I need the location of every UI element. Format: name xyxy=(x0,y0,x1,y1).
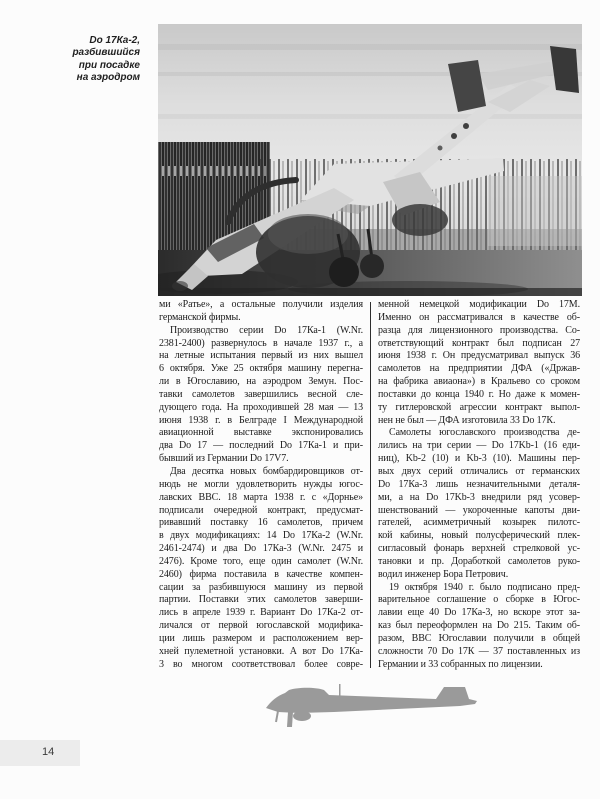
column-divider xyxy=(370,302,371,668)
text-line: июня 1938 г. Он предусматривал выпуск 36 xyxy=(378,350,580,362)
text-line: ми, а на Do 17Kb-3 внедрили ряд усовер- xyxy=(378,491,580,503)
text-line: ми «Ратье», а остальные получили изделия xyxy=(159,299,363,310)
text-line: в двух модификациях: 14 Do 17Ка-2 (W.Nr. xyxy=(159,530,363,542)
text-line: Производство серии Do 17Ка-1 (W.Nr. xyxy=(170,324,363,336)
text-line: лись в апреле 1939 г. Вариант Do 17Ка-2 от- xyxy=(159,607,363,619)
antenna-mast xyxy=(339,684,341,696)
text-line: лавии еще 40 Do 17Ка-3, но вскоре этот за- xyxy=(378,607,580,619)
text-line: Самолеты югославского производства де- xyxy=(389,427,580,439)
aircraft-silhouette xyxy=(264,682,480,732)
text-line: 2460) фирма поставила в качестве компен- xyxy=(159,568,363,580)
text-line: ту гитлеровской агрессии контракт выпол- xyxy=(378,401,580,413)
text-line: ривавший поставку 16 самолетов, причем xyxy=(159,517,363,529)
text-line: 2461-2474) и два Do 17Ка-3 (W.Nr. 2475 и xyxy=(159,543,363,555)
text-line: кой кабины, новый полусферический плек- xyxy=(378,530,580,542)
text-line: 3 во многом соответствовал более совре- xyxy=(159,658,363,670)
text-line: сации за разбившуюся машину из первой xyxy=(159,581,363,593)
text-line: водил инженер Бора Петрович. xyxy=(378,568,509,580)
text-line: каз был переоформлен на Do 215. Таким об- xyxy=(378,620,580,632)
text-line: личался от первой югославской модифика- xyxy=(159,620,363,632)
caption-line: Do 17Ка-2, xyxy=(89,35,140,46)
text-line: ции лишь размером и расположением вер- xyxy=(159,632,363,644)
text-line: германской фирмы. xyxy=(159,311,241,323)
text-line: 2476). Кроме того, еще один самолет (W.Nr. xyxy=(159,555,363,567)
text-line: Именно он рассматривался в качестве об- xyxy=(378,311,580,323)
text-columns xyxy=(159,299,580,675)
text-line: дующего года. На проходившей 28 мая — 13 xyxy=(159,401,363,413)
text-line: сигласовый фонарь верхней стрелковой ус- xyxy=(378,543,580,555)
text-line: варительное соглашение о сборке в Югос- xyxy=(378,594,580,606)
text-line: лавских ВВС. 18 марта 1938 г. с «Дорнье» xyxy=(159,491,363,503)
caption-line: при посадке xyxy=(78,59,140,71)
text-line: два Do 17 — последний Do 17Ка-1 и при- xyxy=(159,440,363,452)
page-number-band xyxy=(0,740,80,766)
text-line: авиационной выставке экспонировались xyxy=(159,427,363,439)
text-line: бывший из Германии Do 17V7. xyxy=(159,453,289,465)
text-line: хней пулеметной установки. А вот Do 17Ка- xyxy=(159,645,363,657)
propeller-silhouette xyxy=(287,712,293,727)
engine-silhouette xyxy=(293,711,311,721)
text-line: Германии и 33 собранных по лицензии. xyxy=(378,658,543,670)
text-line: шенствований — укороченные капоты дви- xyxy=(378,504,580,516)
text-line: 6 октября. Уже 25 октября машину перегна- xyxy=(159,363,363,375)
text-line: партии. Поставки этих самолетов заверши- xyxy=(159,594,363,606)
text-line: менной немецкой модификации Do 17М. xyxy=(378,299,580,310)
text-line: лились на три серии — Do 17Kb-1 (16 еди- xyxy=(378,440,580,452)
text-line: 19 октября 1940 г. было подписано пред- xyxy=(389,581,580,593)
caption-line: разбившийся xyxy=(72,47,140,59)
text-line: поставки до конца 1940 г. Но даже к момен- xyxy=(378,388,580,400)
photo-caption xyxy=(56,35,140,84)
text-line: Два десятка новых бомбардировщиков от- xyxy=(170,465,363,477)
text-line: Do 17Ка-3 лишь незначительными деталя- xyxy=(378,478,580,490)
text-line: подписали очередной контракт, предусмат- xyxy=(159,504,363,516)
text-line: разца для лицензионного производства. Со- xyxy=(378,324,580,336)
crash-photo xyxy=(158,24,582,296)
text-line: ответствующий контракт был подписан 27 xyxy=(378,337,580,349)
text-line: нюдь не могли удовлетворить нужды югос- xyxy=(159,478,363,490)
text-column-right xyxy=(378,299,580,671)
text-line: разом, ВВС Югославии получили в общей xyxy=(378,632,580,644)
text-line: тавки самолетов завершились весной сле- xyxy=(159,388,363,400)
text-line: 2381-2400) развернулось в начале 1937 г., а xyxy=(159,337,363,349)
crash-photo-illustration xyxy=(158,24,582,296)
text-line: июня 1938 г. в Белграде I Международной xyxy=(159,414,363,426)
text-line: нен не был — ДФА изготовила 33 Do 17К. xyxy=(378,414,556,426)
text-line: на летные испытания первый из них вышел xyxy=(159,350,363,362)
page-number: 14 xyxy=(42,746,55,758)
text-line: ли в Югославию, на аэродром Земун. Пос- xyxy=(159,376,363,388)
text-line: вых двух серий отличались от германских xyxy=(378,465,580,477)
text-line: гателей, асимметричный козырек пилотс- xyxy=(378,517,580,529)
text-line: на фабрика авиаона») в Кральево со сроком xyxy=(378,376,580,388)
text-line: ниц), Kb-2 (10) и Kb-3 (10). Машины пер- xyxy=(378,453,580,465)
text-line: тановки и пр. Доработкой самолетов руко- xyxy=(378,555,580,567)
text-column-left xyxy=(159,299,363,671)
text-line: сложности 70 Do 17К — 37 поставленных из xyxy=(378,645,580,657)
text-line: самолетов на предприятии ДФА («Држав- xyxy=(378,363,580,375)
caption-line: на аэродром xyxy=(76,71,140,83)
